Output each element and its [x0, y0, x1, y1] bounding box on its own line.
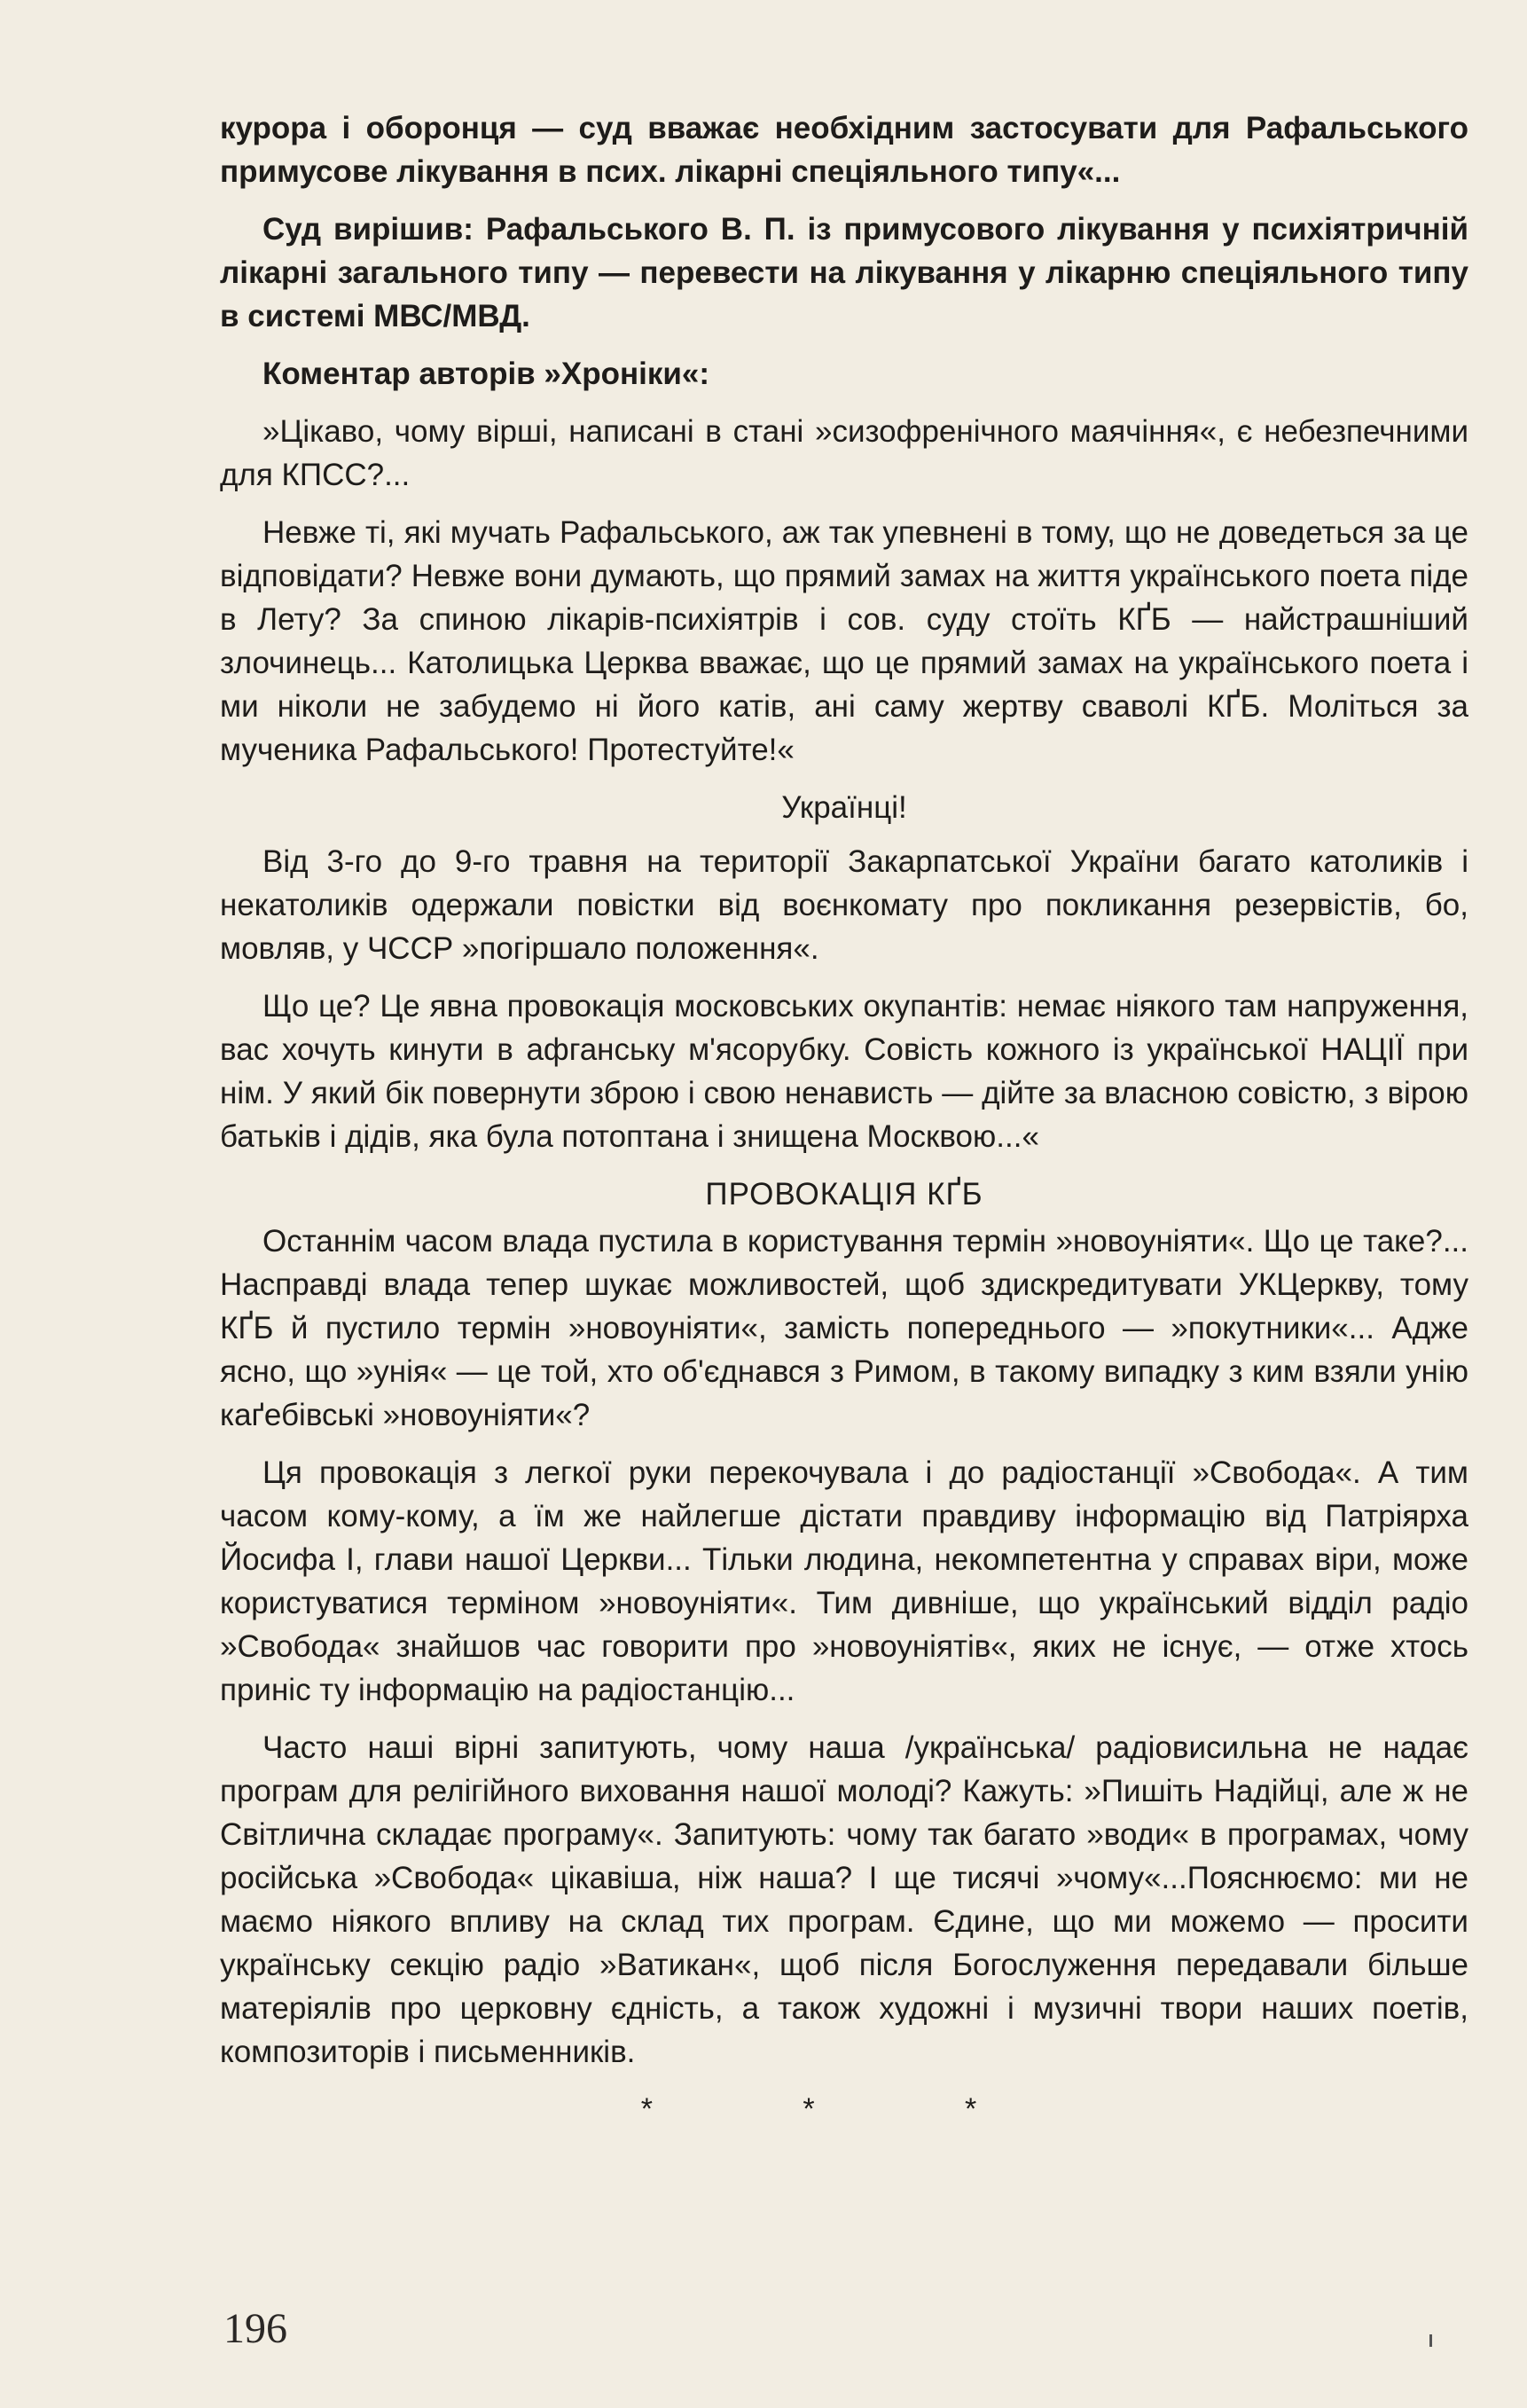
paragraph: курора і оборонця — суд вважає необхідним застосувати для Рафальського примусове лікування в псих. лікарні спеціяльного типу«... [220, 111, 1468, 189]
paragraph: »Цікаво, чому вірші, написані в стані »сизофренічного маячіння«, є небезпечними для КПСС?... [220, 414, 1468, 492]
paragraph: Коментар авторів »Хроніки«: [262, 357, 709, 391]
section-separator: * * * [640, 2092, 1048, 2126]
section-heading-provocation: ПРОВОКАЦІЯ КҐБ [705, 1177, 983, 1212]
page-number: 196 [223, 2305, 287, 2352]
paragraph: Від 3-го до 9-го травня на території Закарпатської України багато католиків і некатоликів одержали повістки від воєнкомату про покликання резервістів, бо, мовляв, у ЧССР »погіршало положення«. [220, 844, 1468, 966]
section-heading-ukrainians: Українці! [781, 790, 907, 825]
paragraph: Останнім часом влада пустила в користування термін »новоуніяти«. Що це таке?... Насправді влада тепер шукає можливостей, щоб здискредитувати УКЦеркву, тому КҐБ й пустило термін »новоуніяти«, замість попереднього — »покутники«... Адже ясно, що »унія« — це той, хто об'єднався з Римом, в такому випадку з ким взяли унію каґебівські »новоуніяти«? [220, 1224, 1468, 1432]
paragraph: Суд вирішив: Рафальського В. П. із примусового лікування у психіятричній лікарні загального типу — перевести на лікування у лікарню спеціяльного типу в системі МВС/МВД. [220, 212, 1468, 333]
page-text [220, 106, 1468, 2131]
paragraph: Ця провокація з легкої руки перекочувала і до радіостанції »Свобода«. А тим часом кому-кому, а їм же найлегше дістати правдиву інформацію від Патріярха Йосифа І, глави нашої Церкви... Тільки людина, некомпетентна у справах віри, може користуватися терміном »новоуніяти«. Тим дивніше, що український відділ радіо »Свобода« знайшов час говорити про »новоуніятів«, яких не існує, — отже хтось приніс ту інформацію на радіостанцію... [220, 1455, 1468, 1707]
print-speck [1429, 2334, 1432, 2347]
paragraph: Невже ті, які мучать Рафальського, аж так упевнені в тому, що не доведеться за це відповідати? Невже вони думають, що прямий замах на життя українського поета піде в Лету? За спиною лікарів-психіятрів і сов. суду стоїть КҐБ — найстрашніший злочинець... Католицька Церква вважає, що це прямий замах на українського поета і ми ніколи не забудемо ні його катів, ані саму жертву сваволі КҐБ. Моліться за мученика Рафальського! Протестуйте!« [220, 515, 1468, 767]
paragraph: Часто наші вірні запитують, чому наша /українська/ радіовисильна не надає програм для релігійного виховання нашої молоді? Кажуть: »Пишіть Надійці, але ж не Світлична складає програму«. Запитують: чому так багато »води« в програмах, чому російська »Свобода« цікавіша, ніж наша? І ще тисячі »чому«...Пояснюємо: ми не маємо ніякого впливу на склад тих програм. Єдине, що ми можемо — просити українську секцію радіо »Ватикан«, щоб після Богослуження передавали більше матеріялів про церковну єдність, а також художні і музичні твори наших поетів, композиторів і письменників. [220, 1730, 1468, 2069]
paragraph: Що це? Це явна провокація московських окупантів: немає ніякого там напруження, вас хочуть кинути в афганську м'ясорубку. Совість кожного із української НАЦІЇ при нім. У який бік повернути зброю і свою ненависть — дійте за власною совістю, з вірою батьків і дідів, яка була потоптана і знищена Москвою...« [220, 989, 1468, 1154]
